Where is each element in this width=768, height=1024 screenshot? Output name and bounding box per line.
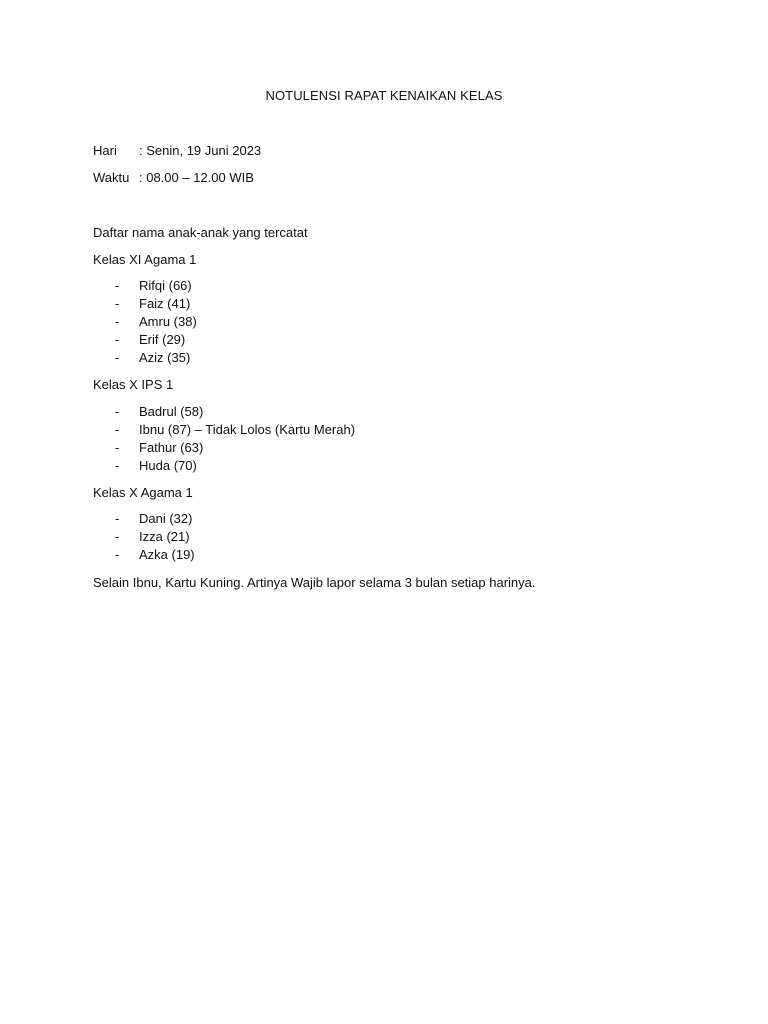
meta-time-label: Waktu	[93, 170, 130, 185]
bullet-dash: -	[115, 332, 120, 347]
list-item	[93, 439, 355, 457]
student-name: Amru (38)	[139, 314, 197, 329]
meta-day-label: Hari	[93, 143, 117, 158]
class-heading: Kelas X IPS 1	[93, 377, 174, 392]
student-name: Aziz (35)	[139, 350, 191, 365]
class-heading: Kelas XI Agama 1	[93, 252, 197, 267]
meta-time-row	[93, 170, 254, 185]
student-name: Fathur (63)	[139, 440, 204, 455]
list-item	[93, 457, 355, 475]
student-list	[93, 403, 355, 475]
list-item	[93, 277, 197, 295]
bullet-dash: -	[115, 529, 120, 544]
list-item	[93, 295, 197, 313]
list-item	[93, 403, 355, 421]
bullet-dash: -	[115, 440, 120, 455]
bullet-dash: -	[115, 511, 120, 526]
list-item	[93, 331, 197, 349]
student-name: Ibnu (87) – Tidak Lolos (Kartu Merah)	[139, 422, 356, 437]
list-item	[93, 510, 195, 528]
bullet-dash: -	[115, 458, 120, 473]
meta-time-value: : 08.00 – 12.00 WIB	[139, 170, 254, 185]
intro-text: Daftar nama anak-anak yang tercatat	[93, 225, 308, 240]
student-name: Rifqi (66)	[139, 278, 192, 293]
document-title: NOTULENSI RAPAT KENAIKAN KELAS	[265, 88, 503, 103]
student-list	[93, 277, 197, 367]
list-item	[93, 313, 197, 331]
student-name: Faiz (41)	[139, 296, 191, 311]
bullet-dash: -	[115, 296, 120, 311]
student-name: Azka (19)	[139, 547, 195, 562]
list-item	[93, 349, 197, 367]
student-name: Badrul (58)	[139, 404, 204, 419]
meta-day-value: : Senin, 19 Juni 2023	[139, 143, 262, 158]
list-item	[93, 546, 195, 564]
student-name: Dani (32)	[139, 511, 193, 526]
bullet-dash: -	[115, 404, 120, 419]
meta-day-row	[93, 143, 261, 158]
bullet-dash: -	[115, 278, 120, 293]
bullet-dash: -	[115, 314, 120, 329]
bullet-dash: -	[115, 350, 120, 365]
bullet-dash: -	[115, 422, 120, 437]
student-name: Huda (70)	[139, 458, 197, 473]
list-item	[93, 528, 195, 546]
bullet-dash: -	[115, 547, 120, 562]
student-name: Izza (21)	[139, 529, 190, 544]
class-heading: Kelas X Agama 1	[93, 485, 193, 500]
student-name: Erif (29)	[139, 332, 186, 347]
closing-note: Selain Ibnu, Kartu Kuning. Artinya Wajib lapor selama 3 bulan setiap harinya.	[93, 575, 536, 590]
list-item	[93, 421, 355, 439]
student-list	[93, 510, 195, 564]
